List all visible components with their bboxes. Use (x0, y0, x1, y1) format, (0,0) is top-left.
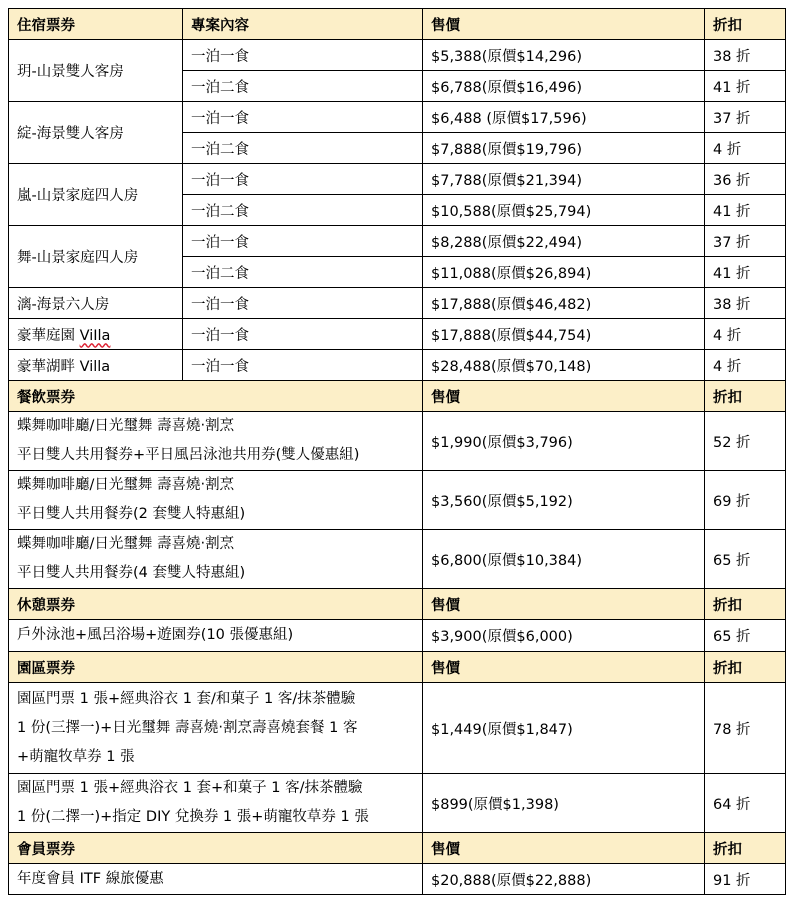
park-header-category: 園區票券 (9, 652, 423, 683)
plan-name: 一泊一食 (183, 40, 423, 71)
discount: 38 折 (705, 40, 786, 71)
ticket-price-table (8, 8, 786, 895)
park-header-price: 售價 (423, 652, 705, 683)
price: $899(原價$1,398) (423, 774, 705, 833)
ticket-price-table-container (8, 8, 785, 895)
plan-name: 一泊二食 (183, 257, 423, 288)
description-line: 1 份(三擇一)+日光璽舞 壽喜燒‧割烹壽喜燒套餐 1 客 (17, 719, 358, 736)
discount: 64 折 (705, 774, 786, 833)
dining-header-discount: 折扣 (705, 381, 786, 412)
dining-row (9, 412, 786, 471)
member-header-discount: 折扣 (705, 833, 786, 864)
room-name: 漓-海景六人房 (9, 288, 183, 319)
price: $3,900(原價$6,000) (423, 620, 705, 652)
park-item-description (9, 683, 423, 774)
dining-header-row (9, 381, 786, 412)
room-name: 綻-海景雙人客房 (9, 102, 183, 164)
lodging-row (9, 350, 786, 381)
plan-name: 一泊二食 (183, 133, 423, 164)
lodging-row (9, 40, 786, 71)
description-line: 1 份(二擇一)+指定 DIY 兌換券 1 張+萌寵牧草券 1 張 (17, 809, 369, 825)
description-line: 戶外泳池+風呂浴場+遊園券(10 張優惠組) (17, 627, 294, 643)
room-name: 玥-山景雙人客房 (9, 40, 183, 102)
lodging-row (9, 164, 786, 195)
price: $28,488(原價$70,148) (423, 350, 705, 381)
price: $5,388(原價$14,296) (423, 40, 705, 71)
park-header-row (9, 652, 786, 683)
price: $10,588(原價$25,794) (423, 195, 705, 226)
discount: 65 折 (705, 530, 786, 589)
plan-name: 一泊一食 (183, 102, 423, 133)
lodging-row (9, 319, 786, 350)
price: $11,088(原價$26,894) (423, 257, 705, 288)
dining-item-description (9, 412, 423, 471)
member-header-row (9, 833, 786, 864)
discount: 41 折 (705, 195, 786, 226)
lodging-row (9, 226, 786, 257)
member-header-category: 會員票券 (9, 833, 423, 864)
leisure-header-discount: 折扣 (705, 589, 786, 620)
price: $7,788(原價$21,394) (423, 164, 705, 195)
plan-name: 一泊二食 (183, 195, 423, 226)
price: $1,990(原價$3,796) (423, 412, 705, 471)
room-name: 嵐-山景家庭四人房 (9, 164, 183, 226)
discount: 52 折 (705, 412, 786, 471)
room-name-prefix: 豪華庭園 (17, 327, 80, 344)
plan-name: 一泊一食 (183, 164, 423, 195)
discount: 91 折 (705, 864, 786, 895)
leisure-header-row (9, 589, 786, 620)
description-line: 園區門票 1 張+經典浴衣 1 套/和菓子 1 客/抹茶體驗 (17, 690, 356, 707)
park-row (9, 774, 786, 833)
lodging-row (9, 288, 786, 319)
member-row (9, 864, 786, 895)
description-line: +萌寵牧草券 1 張 (17, 748, 135, 765)
discount: 4 折 (705, 133, 786, 164)
discount: 65 折 (705, 620, 786, 652)
park-header-discount: 折扣 (705, 652, 786, 683)
plan-name: 一泊二食 (183, 71, 423, 102)
dining-row (9, 530, 786, 589)
ticket-price-table-body (9, 9, 786, 895)
discount: 4 折 (705, 319, 786, 350)
lodging-header-category: 住宿票券 (9, 9, 183, 40)
discount: 41 折 (705, 71, 786, 102)
dining-header-category: 餐飲票券 (9, 381, 423, 412)
discount: 38 折 (705, 288, 786, 319)
description-line: 平日雙人共用餐券(2 套雙人特惠組) (17, 506, 246, 522)
dining-row (9, 471, 786, 530)
member-header-price: 售價 (423, 833, 705, 864)
price: $17,888(原價$44,754) (423, 319, 705, 350)
discount: 37 折 (705, 102, 786, 133)
description-line: 蝶舞咖啡廳/日光璽舞 壽喜燒‧割烹 (17, 477, 235, 493)
dining-header-price: 售價 (423, 381, 705, 412)
price: $1,449(原價$1,847) (423, 683, 705, 774)
lodging-header-plan: 專案內容 (183, 9, 423, 40)
lodging-header-price: 售價 (423, 9, 705, 40)
lodging-header-discount: 折扣 (705, 9, 786, 40)
description-line: 平日雙人共用餐券+平日風呂泳池共用券(雙人優惠組) (17, 447, 360, 463)
price: $6,788(原價$16,496) (423, 71, 705, 102)
room-name (9, 319, 183, 350)
discount: 36 折 (705, 164, 786, 195)
description-line: 蝶舞咖啡廳/日光璽舞 壽喜燒‧割烹 (17, 536, 235, 552)
price: $8,288(原價$22,494) (423, 226, 705, 257)
park-item-description (9, 774, 423, 833)
price: $6,488 (原價$17,596) (423, 102, 705, 133)
dining-item-description (9, 530, 423, 589)
discount: 69 折 (705, 471, 786, 530)
room-name: 豪華湖畔 Villa (9, 350, 183, 381)
leisure-header-category: 休憩票券 (9, 589, 423, 620)
description-line: 年度會員 ITF 線旅優惠 (17, 870, 164, 887)
discount: 78 折 (705, 683, 786, 774)
dining-item-description (9, 471, 423, 530)
discount: 37 折 (705, 226, 786, 257)
lodging-row (9, 102, 786, 133)
plan-name: 一泊一食 (183, 288, 423, 319)
price: $3,560(原價$5,192) (423, 471, 705, 530)
price: $6,800(原價$10,384) (423, 530, 705, 589)
member-item-description (9, 864, 423, 895)
price: $7,888(原價$19,796) (423, 133, 705, 164)
leisure-row (9, 620, 786, 652)
plan-name: 一泊一食 (183, 350, 423, 381)
description-line: 平日雙人共用餐券(4 套雙人特惠組) (17, 565, 246, 581)
plan-name: 一泊一食 (183, 319, 423, 350)
leisure-header-price: 售價 (423, 589, 705, 620)
discount: 41 折 (705, 257, 786, 288)
description-line: 蝶舞咖啡廳/日光璽舞 壽喜燒‧割烹 (17, 418, 235, 434)
price: $20,888(原價$22,888) (423, 864, 705, 895)
price: $17,888(原價$46,482) (423, 288, 705, 319)
discount: 4 折 (705, 350, 786, 381)
plan-name: 一泊一食 (183, 226, 423, 257)
room-name-spellcheck-word: ViIla (79, 327, 111, 344)
description-line: 園區門票 1 張+經典浴衣 1 套+和菓子 1 客/抹茶體驗 (17, 780, 363, 796)
park-row (9, 683, 786, 774)
leisure-item-description (9, 620, 423, 652)
lodging-header-row (9, 9, 786, 40)
room-name: 舞-山景家庭四人房 (9, 226, 183, 288)
